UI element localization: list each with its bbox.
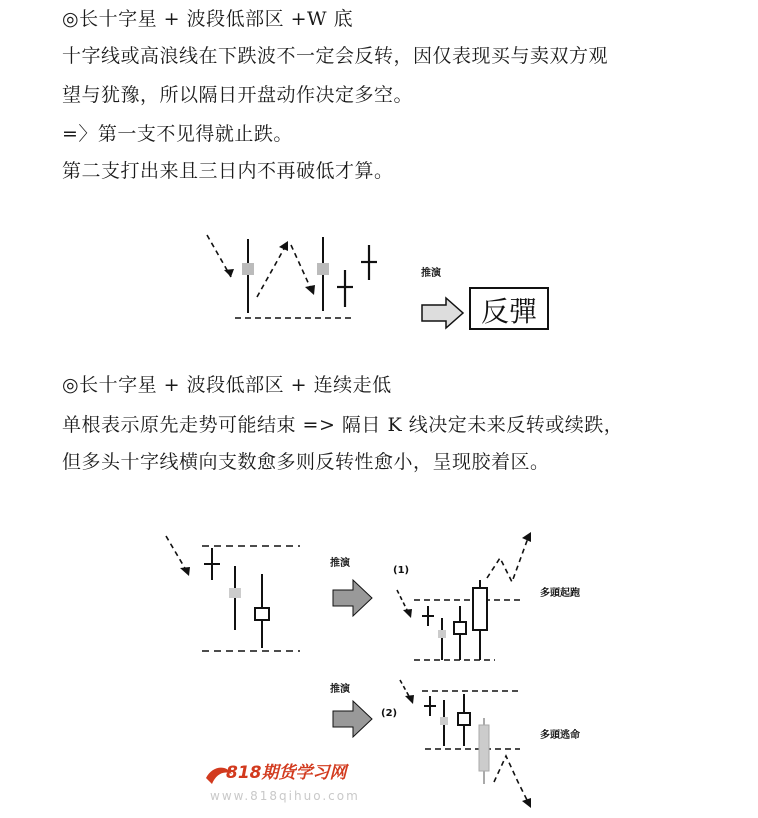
section1-title: ◎长十字星 + 波段低部区 +W 底 (62, 8, 354, 30)
case-1-down-arrow (397, 590, 412, 618)
candle-long-cross-2 (317, 237, 329, 311)
candle-small-cross-1 (337, 270, 353, 307)
case-2-breakdown-candle (479, 718, 489, 784)
deduction-label: 推演 (421, 268, 441, 279)
section2-paragraph-line1: 单根表示原先走势可能结束 => 隔日 K 线决定未来反转或续跌， (62, 414, 624, 436)
candle-small-body (255, 574, 269, 648)
watermark (200, 760, 400, 810)
section1-paragraph-line2: 望与犹豫，所以隔日开盘动作决定多空。 (62, 84, 414, 106)
case-2-label: (2) (381, 708, 398, 719)
case-1-cross (422, 606, 434, 626)
watermark-brand: 818期货学习网 (226, 763, 347, 783)
case-1-long-cross (438, 618, 446, 660)
candle-small-cross-2 (361, 245, 377, 280)
candle-cross-1 (204, 548, 220, 580)
result-label: 反彈 (480, 295, 538, 328)
rebound-arrow (257, 241, 288, 297)
case-1-label: (1) (393, 565, 410, 576)
deduction-label-1: 推演 (330, 558, 350, 569)
section1-paragraph-line1: 十字线或高浪线在下跌波不一定会反转，因仅表现买与卖双方观 (62, 45, 609, 67)
candle-long-cross (229, 566, 241, 630)
deduction-arrow-icon (422, 298, 463, 328)
case-2-decline-arrow (494, 756, 531, 808)
case-1-rally-arrow (487, 532, 531, 582)
pullback-arrow (291, 245, 315, 295)
case-1-small-candle (454, 606, 466, 660)
deduction-arrow-icon-1 (333, 580, 372, 616)
case-2-small-candle (458, 694, 470, 746)
watermark-url: www.818qihuo.com (210, 789, 360, 803)
w-bottom-diagram (195, 225, 575, 340)
deduction-label-2: 推演 (330, 684, 350, 695)
candle-long-cross-1 (242, 239, 254, 313)
case-2-result: 多頭逃命 (540, 730, 580, 741)
section1-note2: 第二支打出来且三日内不再破低才算。 (62, 160, 394, 182)
downtrend-arrow (166, 536, 190, 576)
section2-paragraph-line2: 但多头十字线横向支数愈多则反转性愈小，呈现胶着区。 (62, 451, 550, 473)
section2-title: ◎长十字星 + 波段低部区 + 连续走低 (62, 374, 392, 396)
deduction-arrow-icon-2 (333, 701, 372, 737)
section1-note1: =〉第一支不见得就止跌。 (62, 123, 293, 145)
case-2-cross (424, 696, 436, 716)
case-2-long-cross (440, 700, 448, 746)
case-1-breakout-candle (473, 580, 487, 660)
downtrend-arrow (207, 235, 234, 277)
case-2-down-arrow (400, 680, 414, 704)
case-1-result: 多頭起跑 (540, 588, 580, 599)
